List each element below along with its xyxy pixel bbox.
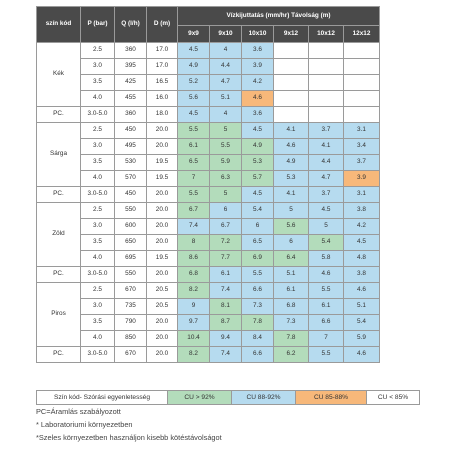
cell-d: 16.5 — [147, 75, 178, 91]
group-label: Kék — [37, 43, 81, 107]
cell-value: 4 — [210, 43, 242, 59]
cell-value: 5.5 — [178, 187, 210, 203]
cell-value: 4.5 — [344, 235, 380, 251]
table-row — [37, 91, 380, 107]
pc-label: PC. — [37, 187, 81, 203]
cell-q: 455 — [115, 91, 147, 107]
cell-d: 19.5 — [147, 251, 178, 267]
legend-item-orange: CU 85-88% — [296, 391, 367, 405]
cell-q: 850 — [115, 331, 147, 347]
cell-value: 5.2 — [178, 75, 210, 91]
cell-value: 8.6 — [178, 251, 210, 267]
pc-label: PC. — [37, 107, 81, 123]
cell-value: 4.6 — [344, 283, 380, 299]
cell-value: 5.5 — [178, 123, 210, 139]
cell-value: 7.2 — [210, 235, 242, 251]
cell-value: 4.6 — [309, 267, 344, 283]
cell-value: 4.5 — [309, 203, 344, 219]
cell-value: 6.1 — [274, 283, 309, 299]
header-spacing: 10x10 — [242, 26, 274, 43]
table-row-pc — [37, 267, 380, 283]
cell-value: 8.2 — [178, 283, 210, 299]
cell-value — [344, 91, 380, 107]
cell-value: 4.4 — [309, 155, 344, 171]
cell-p: 3.0-5.0 — [81, 347, 115, 363]
cell-value: 6 — [210, 203, 242, 219]
cell-value: 4.7 — [309, 171, 344, 187]
cell-value: 8.7 — [210, 315, 242, 331]
cell-value: 7.8 — [242, 315, 274, 331]
cell-p: 2.5 — [81, 203, 115, 219]
legend — [36, 390, 420, 405]
cell-q: 425 — [115, 75, 147, 91]
legend-item-green: CU > 92% — [168, 391, 232, 405]
cell-value: 3.7 — [309, 123, 344, 139]
cell-value: 4.6 — [274, 139, 309, 155]
header-spacing: 9x9 — [178, 26, 210, 43]
cell-value: 6.8 — [274, 299, 309, 315]
cell-d: 20.0 — [147, 267, 178, 283]
cell-q: 360 — [115, 107, 147, 123]
cell-value: 9.7 — [178, 315, 210, 331]
group-label: Zöld — [37, 203, 81, 267]
cell-value: 5.4 — [309, 235, 344, 251]
cell-p: 3.0 — [81, 59, 115, 75]
cell-value: 3.6 — [242, 43, 274, 59]
cell-value: 3.4 — [344, 139, 380, 155]
cell-value — [274, 75, 309, 91]
cell-d: 20.5 — [147, 299, 178, 315]
cell-value: 4.1 — [309, 139, 344, 155]
cell-value: 5.5 — [210, 139, 242, 155]
cell-value: 5.4 — [344, 315, 380, 331]
cell-d: 20.0 — [147, 331, 178, 347]
cell-value: 5.1 — [344, 299, 380, 315]
cell-value: 6.9 — [242, 251, 274, 267]
cell-value: 3.8 — [344, 267, 380, 283]
cell-value: 8.4 — [242, 331, 274, 347]
cell-value — [309, 75, 344, 91]
cell-value: 4.5 — [242, 123, 274, 139]
header-spacing: 10x12 — [309, 26, 344, 43]
cell-value: 8.1 — [210, 299, 242, 315]
cell-value: 6.8 — [178, 267, 210, 283]
sprinkler-performance-table — [36, 6, 380, 363]
cell-d: 20.0 — [147, 139, 178, 155]
table-row — [37, 331, 380, 347]
table-row — [37, 203, 380, 219]
cell-p: 4.0 — [81, 171, 115, 187]
cell-value — [344, 43, 380, 59]
cell-value: 4.6 — [344, 347, 380, 363]
cell-value: 3.9 — [344, 171, 380, 187]
cell-q: 650 — [115, 235, 147, 251]
cell-p: 3.0 — [81, 299, 115, 315]
cell-value: 5.3 — [242, 155, 274, 171]
group-label: Sárga — [37, 123, 81, 187]
cell-value: 5.9 — [210, 155, 242, 171]
cell-d: 18.0 — [147, 107, 178, 123]
cell-value: 4.2 — [242, 75, 274, 91]
cell-value: 6.5 — [178, 155, 210, 171]
table-row — [37, 235, 380, 251]
cell-value: 8 — [178, 235, 210, 251]
table-row — [37, 171, 380, 187]
cell-q: 695 — [115, 251, 147, 267]
header-pressure: P (bar) — [81, 7, 115, 43]
cell-p: 3.0-5.0 — [81, 267, 115, 283]
header-main: Vízkijuttatás (mm/hr) Távolság (m) — [178, 7, 380, 26]
cell-value: 5 — [274, 203, 309, 219]
cell-d: 17.0 — [147, 59, 178, 75]
pc-label: PC. — [37, 347, 81, 363]
cell-value: 5.7 — [242, 171, 274, 187]
table-row — [37, 315, 380, 331]
cell-value — [344, 107, 380, 123]
table-row-pc — [37, 187, 380, 203]
cell-value: 5.5 — [242, 267, 274, 283]
cell-p: 4.0 — [81, 91, 115, 107]
cell-p: 2.5 — [81, 43, 115, 59]
cell-value: 7.4 — [210, 283, 242, 299]
cell-value: 3.7 — [344, 155, 380, 171]
cell-p: 2.5 — [81, 283, 115, 299]
header-group: szín kód — [37, 7, 81, 43]
cell-value: 7.3 — [274, 315, 309, 331]
cell-value: 4.8 — [344, 251, 380, 267]
cell-p: 3.0 — [81, 219, 115, 235]
cell-value: 3.7 — [309, 187, 344, 203]
cell-value: 7.7 — [210, 251, 242, 267]
cell-value: 6.6 — [242, 347, 274, 363]
cell-q: 570 — [115, 171, 147, 187]
cell-value: 3.9 — [242, 59, 274, 75]
table-row — [37, 219, 380, 235]
cell-value: 6.6 — [309, 315, 344, 331]
cell-value: 4.9 — [242, 139, 274, 155]
cell-value: 6.1 — [178, 139, 210, 155]
cell-q: 735 — [115, 299, 147, 315]
cell-value: 5.4 — [242, 203, 274, 219]
cell-d: 20.0 — [147, 203, 178, 219]
cell-value: 6.4 — [274, 251, 309, 267]
cell-value: 5.1 — [274, 267, 309, 283]
cell-value: 6.3 — [210, 171, 242, 187]
cell-value: 6.7 — [178, 203, 210, 219]
cell-value: 4.9 — [178, 59, 210, 75]
note-lab: * Laboratoriumi környezetben — [36, 420, 133, 429]
cell-q: 530 — [115, 155, 147, 171]
pc-label: PC. — [37, 267, 81, 283]
cell-value: 7.4 — [210, 347, 242, 363]
cell-q: 790 — [115, 315, 147, 331]
cell-value — [274, 91, 309, 107]
cell-value: 4.7 — [210, 75, 242, 91]
table-row — [37, 123, 380, 139]
cell-value — [274, 43, 309, 59]
cell-q: 395 — [115, 59, 147, 75]
cell-q: 450 — [115, 123, 147, 139]
table-row — [37, 43, 380, 59]
cell-value: 7 — [309, 331, 344, 347]
cell-value: 4.1 — [274, 187, 309, 203]
cell-value: 5 — [210, 123, 242, 139]
cell-d: 19.5 — [147, 155, 178, 171]
cell-value: 8.2 — [178, 347, 210, 363]
table-row — [37, 299, 380, 315]
cell-value: 4.5 — [178, 107, 210, 123]
cell-d: 20.0 — [147, 347, 178, 363]
cell-d: 20.0 — [147, 187, 178, 203]
legend-item-blue: CU 88-92% — [232, 391, 296, 405]
note-wind: *Szeles környezetben használjon kisebb kötéstávolságot — [36, 433, 222, 442]
table-row — [37, 75, 380, 91]
cell-d: 20.0 — [147, 235, 178, 251]
cell-q: 670 — [115, 347, 147, 363]
cell-value: 5 — [309, 219, 344, 235]
cell-value: 4 — [210, 107, 242, 123]
cell-value: 7.4 — [178, 219, 210, 235]
note-pc: PC=Áramlás szabályozott — [36, 407, 121, 416]
cell-value: 7.8 — [274, 331, 309, 347]
cell-d: 20.0 — [147, 219, 178, 235]
cell-p: 4.0 — [81, 331, 115, 347]
cell-p: 4.0 — [81, 251, 115, 267]
cell-value: 5.6 — [274, 219, 309, 235]
table-row-pc — [37, 107, 380, 123]
table-row — [37, 139, 380, 155]
cell-q: 550 — [115, 267, 147, 283]
cell-p: 3.0-5.0 — [81, 107, 115, 123]
cell-d: 20.0 — [147, 123, 178, 139]
cell-value — [344, 59, 380, 75]
cell-value: 4.2 — [344, 219, 380, 235]
cell-value: 6.5 — [242, 235, 274, 251]
cell-d: 16.0 — [147, 91, 178, 107]
header-spacing: 9x12 — [274, 26, 309, 43]
group-label: Piros — [37, 283, 81, 347]
cell-d: 20.0 — [147, 315, 178, 331]
cell-value: 10.4 — [178, 331, 210, 347]
cell-value: 4.5 — [178, 43, 210, 59]
cell-value: 6.2 — [274, 347, 309, 363]
cell-p: 3.0 — [81, 139, 115, 155]
cell-value — [309, 107, 344, 123]
cell-value: 9 — [178, 299, 210, 315]
cell-value: 4.6 — [242, 91, 274, 107]
cell-d: 17.0 — [147, 43, 178, 59]
cell-value — [274, 59, 309, 75]
cell-p: 3.0-5.0 — [81, 187, 115, 203]
cell-value — [309, 59, 344, 75]
cell-q: 360 — [115, 43, 147, 59]
cell-d: 20.5 — [147, 283, 178, 299]
cell-value: 5.5 — [309, 347, 344, 363]
cell-value: 7.3 — [242, 299, 274, 315]
cell-value: 6.1 — [210, 267, 242, 283]
cell-value: 4.4 — [210, 59, 242, 75]
cell-value: 5 — [210, 187, 242, 203]
cell-value: 6 — [242, 219, 274, 235]
cell-value: 6.7 — [210, 219, 242, 235]
cell-q: 670 — [115, 283, 147, 299]
cell-value — [309, 43, 344, 59]
cell-p: 2.5 — [81, 123, 115, 139]
legend-item-white: CU < 85% — [367, 391, 420, 405]
header-spacing: 12x12 — [344, 26, 380, 43]
cell-value: 4.5 — [242, 187, 274, 203]
cell-value: 5.5 — [309, 283, 344, 299]
table-row — [37, 283, 380, 299]
cell-value: 3.8 — [344, 203, 380, 219]
cell-value — [344, 75, 380, 91]
cell-value: 4.1 — [274, 123, 309, 139]
cell-value: 7 — [178, 171, 210, 187]
header-flow: Q (l/h) — [115, 7, 147, 43]
cell-value — [309, 91, 344, 107]
cell-q: 450 — [115, 187, 147, 203]
legend-label: Szín kód- Szórási egyenletesség — [37, 391, 168, 405]
cell-value: 5.8 — [309, 251, 344, 267]
table-body — [37, 7, 380, 363]
cell-value: 6 — [274, 235, 309, 251]
header-diameter: D (m) — [147, 7, 178, 43]
cell-value: 3.6 — [242, 107, 274, 123]
cell-value: 5.1 — [210, 91, 242, 107]
cell-p: 3.5 — [81, 155, 115, 171]
cell-value: 5.9 — [344, 331, 380, 347]
cell-p: 3.5 — [81, 75, 115, 91]
header-spacing: 9x10 — [210, 26, 242, 43]
cell-value: 3.1 — [344, 123, 380, 139]
cell-p: 3.5 — [81, 315, 115, 331]
cell-q: 495 — [115, 139, 147, 155]
cell-value: 6.6 — [242, 283, 274, 299]
cell-d: 19.5 — [147, 171, 178, 187]
cell-value: 6.1 — [309, 299, 344, 315]
cell-value: 5.3 — [274, 171, 309, 187]
table-row — [37, 59, 380, 75]
cell-q: 600 — [115, 219, 147, 235]
cell-value: 4.9 — [274, 155, 309, 171]
cell-q: 550 — [115, 203, 147, 219]
table-row-pc — [37, 347, 380, 363]
table-row — [37, 155, 380, 171]
cell-value: 5.6 — [178, 91, 210, 107]
cell-value — [274, 107, 309, 123]
cell-value: 3.1 — [344, 187, 380, 203]
table-row — [37, 251, 380, 267]
cell-value: 9.4 — [210, 331, 242, 347]
cell-p: 3.5 — [81, 235, 115, 251]
